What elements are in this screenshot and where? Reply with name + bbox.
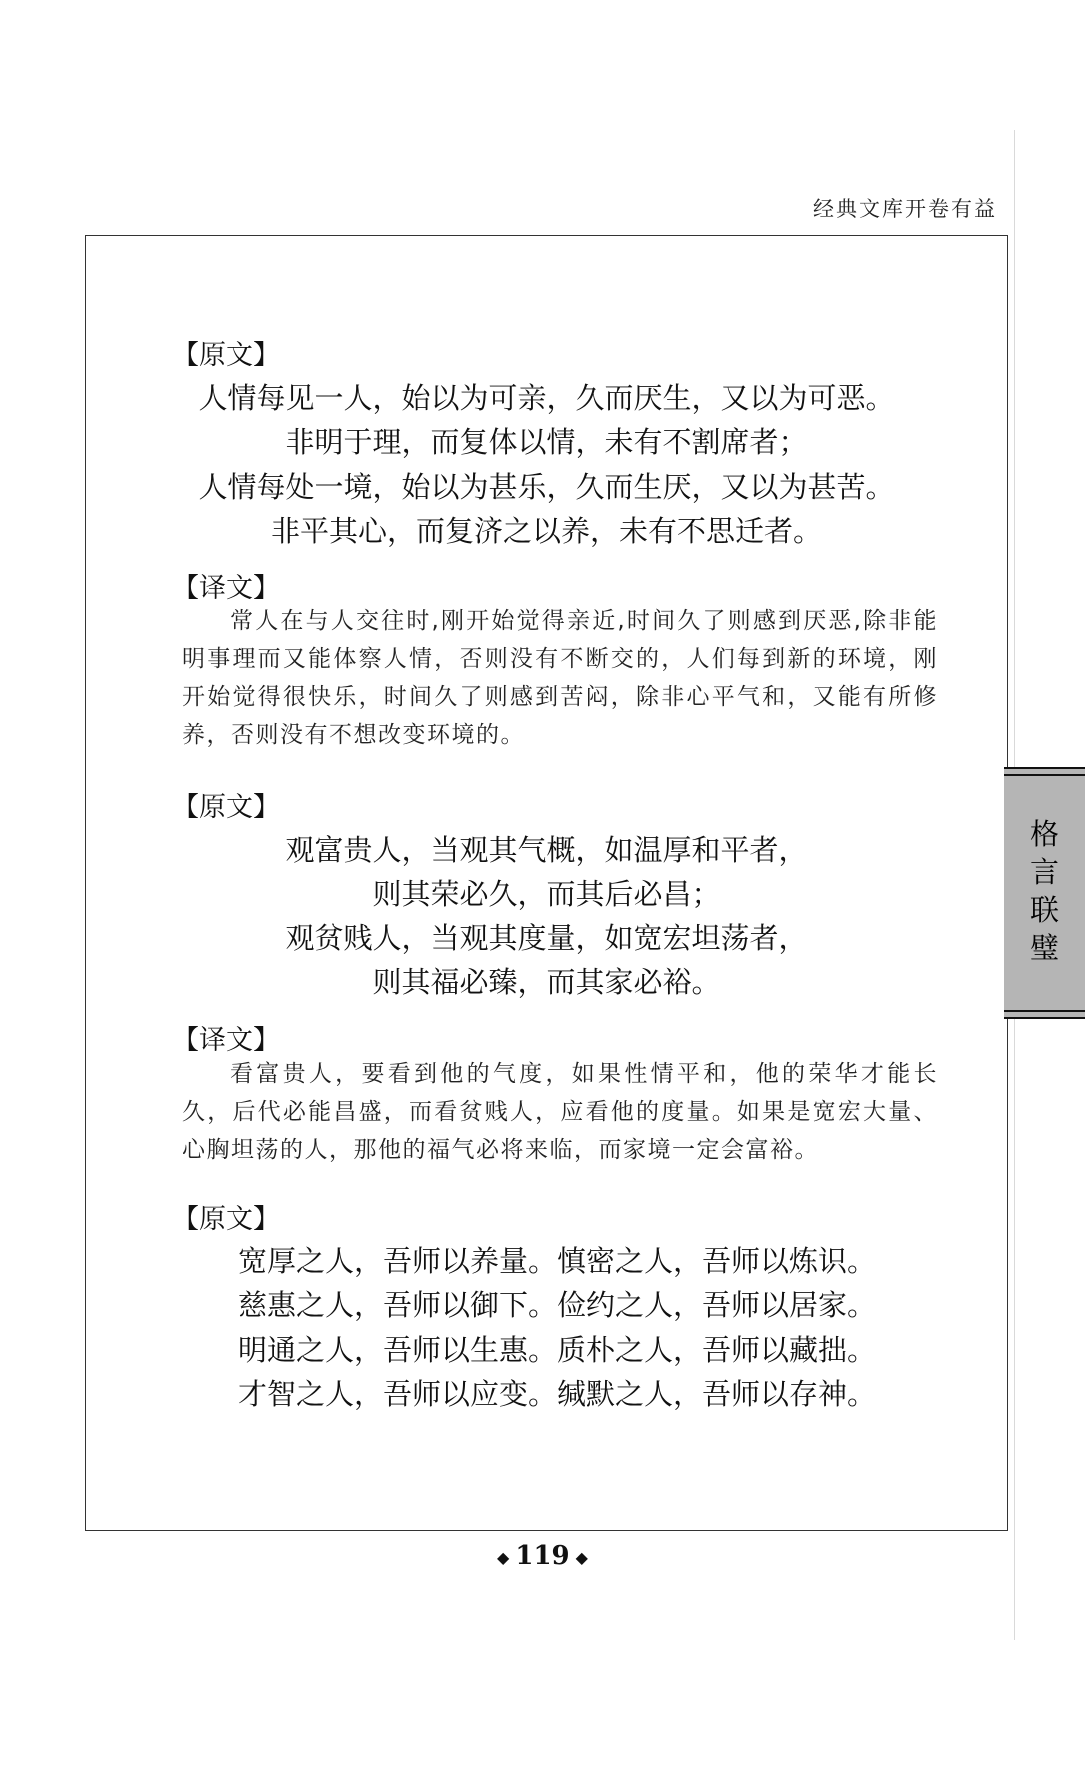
verse-line: 非明于理，而复体以情，未有不割席者； bbox=[285, 425, 808, 459]
section-label: 【原文】 bbox=[172, 792, 280, 823]
diamond-icon: ◆ bbox=[575, 1547, 588, 1567]
verse-line: 才智之人，吾师以应变。缄默之人，吾师以存神。 bbox=[238, 1377, 877, 1411]
page-number-value: 119 bbox=[515, 1541, 570, 1571]
chapter-tab-title: 格言联璧 bbox=[1029, 817, 1059, 965]
section-label: 【原文】 bbox=[172, 340, 280, 371]
section-label: 【译文】 bbox=[172, 573, 280, 604]
verse-line: 观贫贱人，当观其度量，如宽宏坦荡者， bbox=[285, 921, 808, 955]
section-label: 【译文】 bbox=[172, 1025, 280, 1056]
verse-line: 明通之人，吾师以生惠。质朴之人，吾师以藏拙。 bbox=[238, 1333, 877, 1367]
verse-line: 人情每处一境，始以为甚乐，久而生厌，又以为甚苦。 bbox=[198, 470, 895, 504]
diamond-icon: ◆ bbox=[497, 1547, 510, 1567]
section-label: 【原文】 bbox=[172, 1204, 280, 1235]
verse-line: 慈惠之人，吾师以御下。俭约之人，吾师以居家。 bbox=[238, 1288, 877, 1322]
chapter-tab bbox=[1004, 767, 1085, 1019]
verse-line: 则其荣必久，而其后必昌； bbox=[372, 877, 721, 911]
verse-line: 观富贵人，当观其气概，如温厚和平者， bbox=[285, 833, 808, 867]
running-head: 经典文库开卷有益 bbox=[813, 197, 997, 221]
translation-paragraph: 看富贵人，要看到他的气度，如果性情平和，他的荣华才能长久，后代必能昌盛，而看贫贱人，应看他的度量。如果是宽宏大量、心胸坦荡的人，那他的福气必将来临，而家境一定会富裕。 bbox=[182, 1061, 938, 1163]
verse-line: 则其福必臻，而其家必裕。 bbox=[372, 965, 721, 999]
translation-paragraph: 常人在与人交往时,刚开始觉得亲近,时间久了则感到厌恶,除非能明事理而又能体察人情，否则没有不断交的，人们每到新的环境，刚开始觉得很快乐，时间久了则感到苦闷，除非心平气和，又能有所修养，否则没有不想改变环境的。 bbox=[182, 608, 938, 748]
verse-line: 非平其心，而复济之以养，未有不思迁者。 bbox=[270, 514, 822, 548]
page-number bbox=[0, 1541, 1085, 1571]
verse-line: 宽厚之人，吾师以养量。慎密之人，吾师以炼识。 bbox=[238, 1244, 877, 1278]
verse-line: 人情每见一人，始以为可亲，久而厌生，又以为可恶。 bbox=[198, 381, 895, 415]
